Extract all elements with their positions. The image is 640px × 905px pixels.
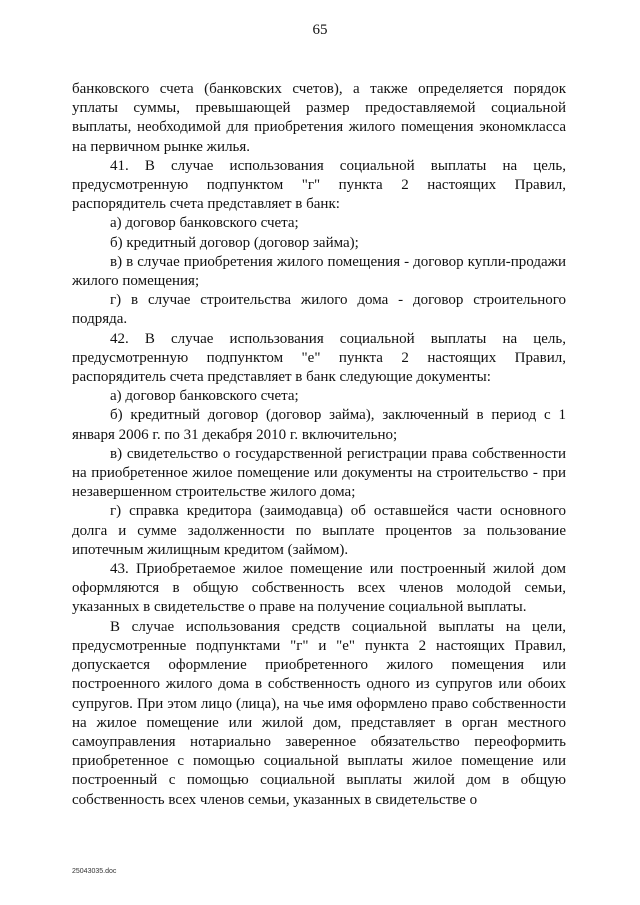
list-item-42a: а) договор банковского счета; [110,388,299,405]
list-item-41g: г) в случае строительства жилого дома - договор строительного подряда. [72,292,566,328]
paragraph-43: 43. Приобретаемое жилое помещение или построенный жилой дом оформляются в общую собственность всех членов молодой семьи, указанных в свидетельстве о праве на получение социальной выплаты. [72,561,566,616]
document-body [72,80,566,810]
list-item-42v: в) свидетельство о государственной регистрации права собственности на приобретенное жилое помещение или документы на строительство - при незавершенном строительстве жилого дома; [72,445,566,501]
paragraph-42: 42. В случае использования социальной выплаты на цель, предусмотренную подпунктом "е" пункта 2 настоящих Правил, распорядитель счета представляет в банк следующие документы: [72,330,566,386]
paragraph-41: 41. В случае использования социальной выплаты на цель, предусмотренную подпунктом "г" пункта 2 настоящих Правил, распорядитель счета представляет в банк: [72,157,566,213]
page-number: 65 [312,22,328,38]
list-item-41a: а) договор банковского счета; [110,215,299,232]
footer-file-name: 25043035.doc [72,868,117,875]
paragraph-43-continued: В случае использования средств социальной выплаты на цели, предусмотренные подпунктами "г" и "е" пункта 2 настоящих Правил, допускается оформление приобретенного жилого помещения или построенного жилого дома в собственность одного из супругов или обоих супругов. При этом лицо (лица), на чье имя оформлено право собственности на жилое помещение или жилой дом, представляет в орган местного самоуправления нотариально заверенное обязательство переоформить приобретенное с помощью социальной выплаты жилое помещение или построенный с помощью социальной выплаты жилой дом в общую собственность всех членов семьи, указанных в свидетельстве о [72,618,566,808]
list-item-41v: в) в случае приобретения жилого помещения - договор купли-продажи жилого помещения; [72,253,566,290]
paragraph-continuation: банковского счета (банковских счетов), а также определяется порядок уплаты суммы, превышающей размер предоставляемой социальной выплаты, необходимой для приобретения жилого помещения экономкласса на первичном рынке жилья. [72,81,566,155]
list-item-41b: б) кредитный договор (договор займа); [110,234,359,251]
list-item-42g: г) справка кредитора (заимодавца) об оставшейся части основного долга и сумме задолженности по выплате процентов за пользование ипотечным жилищным кредитом (займом). [72,503,566,558]
list-item-42b: б) кредитный договор (договор займа), заключенный в период с 1 января 2006 г. по 31 декабря 2010 г. включительно; [72,407,566,443]
